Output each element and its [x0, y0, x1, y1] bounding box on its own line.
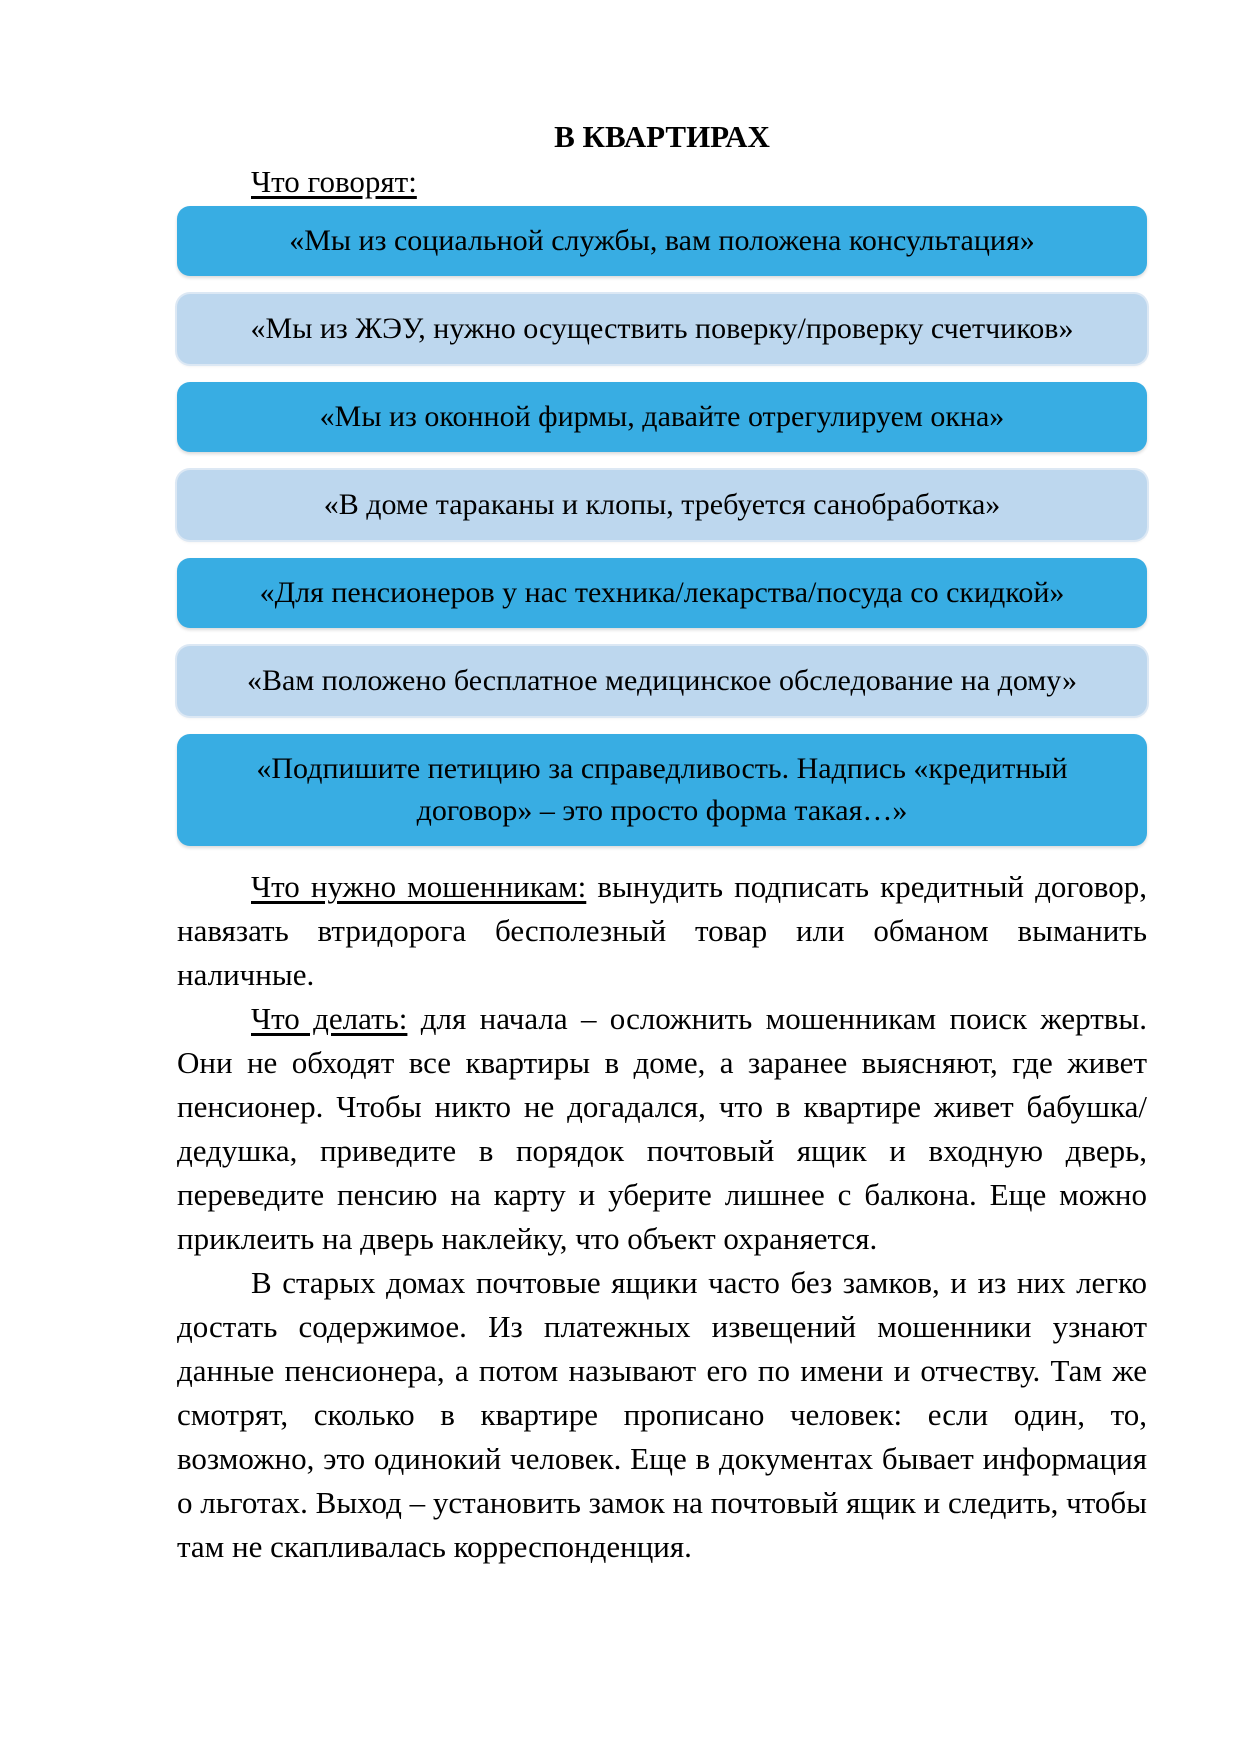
paragraph-text: для начала – осложнить мошенникам поиск жертвы. Они не обходят все квартиры в доме, а заранее выясняют, где живет пенсионер. Чтобы никто не догадался, что в квартире живет бабушка/дедушка, приведите в порядок почтовый ящик и входную дверь, переведите пенсию на карту и уберите лишнее с балкона. Еще можно приклеить на дверь наклейку, что объект охраняется. [177, 1001, 1147, 1256]
quote-box [177, 646, 1147, 716]
quote-text: «Для пенсионеров у нас техника/лекарства/посуда со скидкой» [259, 576, 1065, 609]
quote-text: «Мы из социальной службы, вам положена консультация» [289, 224, 1035, 257]
body-text [177, 865, 1147, 1569]
quote-box [177, 382, 1147, 452]
paragraph-what-to-do [177, 997, 1147, 1261]
quote-list [177, 206, 1147, 864]
quote-box [177, 470, 1147, 540]
quote-box [177, 734, 1147, 846]
quote-text: «Мы из ЖЭУ, нужно осуществить поверку/проверку счетчиков» [250, 312, 1074, 345]
quote-text: «В доме тараканы и клопы, требуется санобработка» [323, 488, 1001, 521]
page-title: В КВАРТИРАХ [554, 119, 770, 154]
quote-box [177, 558, 1147, 628]
quote-text: «Мы из оконной фирмы, давайте отрегулируем окна» [319, 400, 1005, 433]
paragraph-lead: Что делать: [251, 1001, 408, 1036]
quote-text: «Подпишите петицию за справедливость. Надпись «кредитный договор» – это просто форма такая…» [256, 752, 1068, 827]
paragraph-what-fraudsters-need [177, 865, 1147, 997]
quote-text: «Вам положено бесплатное медицинское обследование на дому» [246, 664, 1078, 697]
quote-box [177, 294, 1147, 364]
paragraph-lead: Что нужно мошенникам: [251, 869, 587, 904]
paragraph-text: вынудить подписать кредитный договор, навязать втридорога бесполезный товар или обманом выманить наличные. [177, 869, 1147, 992]
what-they-say-label: Что говорят: [251, 164, 417, 199]
quote-box [177, 206, 1147, 276]
paragraph-mailboxes [177, 1261, 1147, 1569]
paragraph-text: В старых домах почтовые ящики часто без замков, и из них легко достать содержимое. Из платежных извещений мошенники узнают данные пенсионера, а потом называют его по имени и отчеству. Там же смотрят, сколько в квартире прописано человек: если один, то, возможно, это одинокий человек. Еще в документах бывает информация о льготах. Выход – установить замок на почтовый ящик и следить, чтобы там не скапливалась корреспонденция. [177, 1265, 1147, 1564]
